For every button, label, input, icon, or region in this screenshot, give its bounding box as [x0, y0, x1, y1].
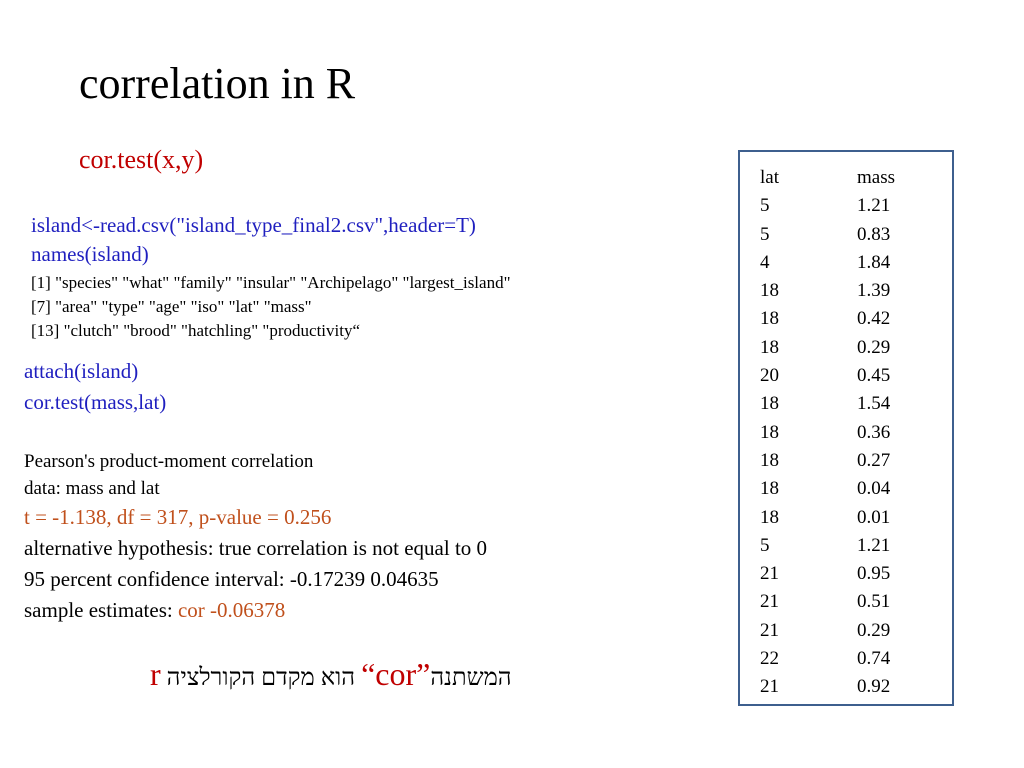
table-row — [760, 334, 895, 362]
cell-mass: 0.42 — [857, 308, 891, 330]
t-stat-line: t = -1.138, df = 317, p-value = 0.256 — [24, 505, 332, 529]
cell-lat: 18 — [760, 449, 779, 471]
cell-lat: 21 — [760, 676, 779, 698]
cell-lat: 18 — [760, 478, 779, 500]
slide-title: correlation in R — [79, 59, 356, 108]
test-stats — [24, 502, 487, 626]
cell-mass: 0.01 — [857, 506, 891, 528]
cell-lat: 18 — [760, 393, 779, 415]
cell-mass: 0.45 — [857, 365, 891, 387]
cell-lat: 5 — [760, 534, 770, 556]
output-line: [13] "clutch" "brood" "hatchling" "productivity“ — [31, 321, 361, 340]
pearson-title: Pearson's product-moment correlation — [24, 451, 314, 472]
table-row — [760, 588, 895, 616]
cell-lat: 18 — [760, 336, 779, 358]
cell-mass: 1.39 — [857, 280, 891, 302]
table-row — [760, 390, 895, 418]
code-attach-line: attach(island) — [24, 359, 139, 383]
table-row — [760, 419, 895, 447]
table-row — [760, 617, 895, 645]
cell-mass: 0.36 — [857, 421, 891, 443]
sample-label: sample estimates: — [24, 598, 178, 622]
cell-lat: 22 — [760, 648, 779, 670]
code-names-line: names(island) — [31, 242, 149, 266]
table-row — [760, 221, 895, 249]
cell-mass: 1.21 — [857, 195, 891, 217]
confidence-interval-line: 95 percent confidence interval: -0.17239 0.04635 — [24, 567, 439, 591]
cell-lat: 18 — [760, 308, 779, 330]
table-row — [760, 504, 895, 532]
code-block-cortest — [24, 356, 166, 418]
cell-mass: 0.74 — [857, 648, 891, 670]
header-lat: lat — [760, 167, 779, 188]
table-row — [760, 362, 895, 390]
table-row — [760, 645, 895, 673]
table-header-row — [760, 164, 895, 192]
code-cortest-line: cor.test(mass,lat) — [24, 390, 167, 414]
note-r: r — [150, 656, 161, 692]
alternative-line: alternative hypothesis: true correlation is not equal to 0 — [24, 536, 488, 560]
sample-value: cor -0.06378 — [177, 598, 286, 622]
names-output — [31, 271, 511, 343]
table-row — [760, 277, 895, 305]
cell-lat: 18 — [760, 280, 779, 302]
cell-lat: 18 — [760, 421, 779, 443]
table-row — [760, 192, 895, 220]
cell-mass: 0.29 — [857, 336, 891, 358]
sample-estimates-line — [24, 595, 487, 626]
output-line: [7] "area" "type" "age" "iso" "lat" "mass" — [31, 297, 312, 316]
hebrew-note — [150, 656, 518, 693]
header-mass: mass — [857, 167, 895, 188]
cell-mass: 1.21 — [857, 534, 891, 556]
pearson-output — [24, 448, 313, 502]
table-row — [760, 560, 895, 588]
code-read-line: island<-read.csv("island_type_final2.csv",header=T) — [31, 213, 476, 237]
table-row — [760, 673, 895, 701]
data-table-box — [738, 150, 954, 706]
cell-mass: 0.51 — [857, 591, 891, 613]
cell-lat: 21 — [760, 563, 779, 585]
note-text: הוא מקדם הקורלציה — [160, 665, 362, 691]
cell-mass: 0.95 — [857, 563, 891, 585]
cell-lat: 5 — [760, 195, 770, 217]
data-line: data: mass and lat — [24, 478, 160, 499]
cell-mass: 0.04 — [857, 478, 891, 500]
table-row — [760, 305, 895, 333]
cell-mass: 0.29 — [857, 619, 891, 641]
table-row — [760, 532, 895, 560]
data-table — [760, 164, 895, 702]
table-row — [760, 447, 895, 475]
cell-lat: 20 — [760, 365, 779, 387]
table-row — [760, 249, 895, 277]
cell-lat: 21 — [760, 619, 779, 641]
cell-lat: 18 — [760, 506, 779, 528]
cell-mass: 0.83 — [857, 223, 891, 245]
cell-mass: 1.84 — [857, 251, 891, 273]
cell-lat: 21 — [760, 591, 779, 613]
cell-lat: 4 — [760, 251, 770, 273]
table-row — [760, 475, 895, 503]
slide-subtitle: cor.test(x,y) — [79, 145, 204, 174]
cell-lat: 5 — [760, 223, 770, 245]
cell-mass: 1.54 — [857, 393, 891, 415]
cell-mass: 0.27 — [857, 449, 891, 471]
code-block-read — [31, 211, 476, 269]
note-text2: המשתנה — [430, 665, 518, 691]
cell-mass: 0.92 — [857, 676, 891, 698]
note-cor: “cor” — [361, 656, 431, 692]
output-line: [1] "species" "what" "family" "insular" "Archipelago" "largest_island" — [31, 273, 511, 292]
